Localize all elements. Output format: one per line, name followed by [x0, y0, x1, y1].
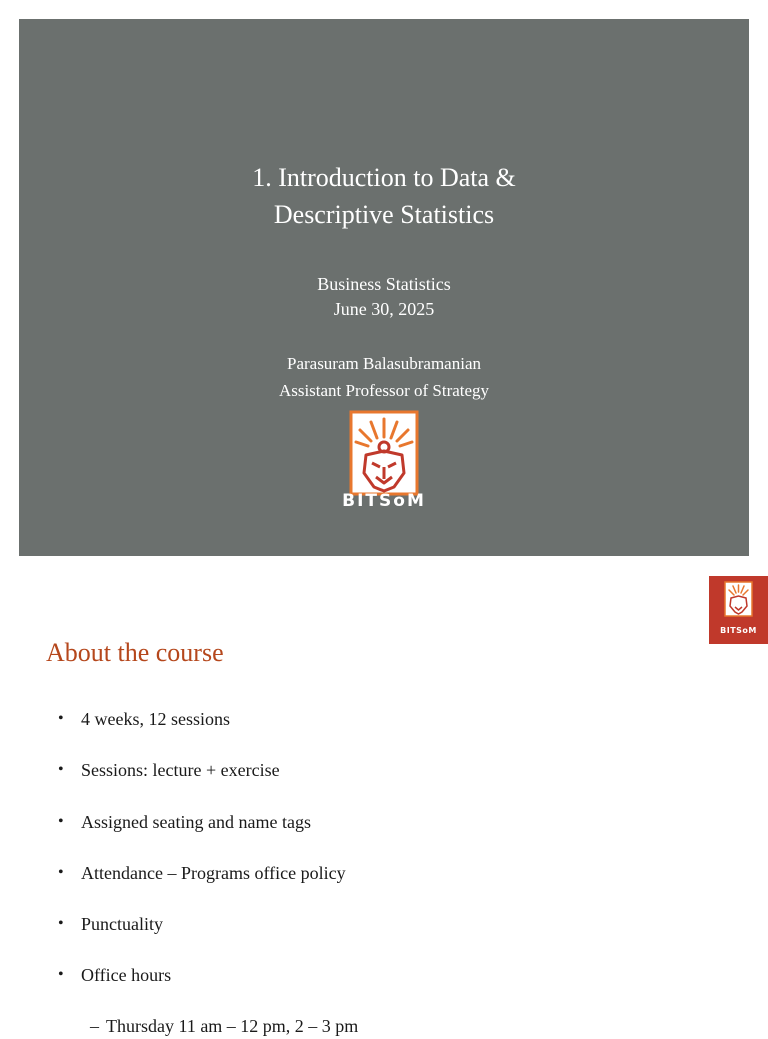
sub-bullet-dash-icon: – — [90, 1016, 99, 1036]
author-name: Parasuram Balasubramanian — [286, 354, 481, 373]
bullet-icon: • — [58, 761, 64, 779]
title-line-1: 1. Introduction to Data & — [252, 163, 516, 192]
course-name: Business Statistics — [317, 274, 451, 294]
list-item — [58, 860, 346, 911]
author-info — [19, 350, 749, 404]
list-item — [58, 911, 346, 962]
title-slide — [19, 19, 749, 556]
bullet-icon: • — [58, 812, 64, 830]
list-item — [58, 706, 346, 757]
sub-bullet-text: Thursday 11 am – 12 pm, 2 – 3 pm — [106, 1016, 359, 1036]
section-heading: About the course — [46, 638, 224, 667]
bullet-text: Attendance – Programs office policy — [81, 862, 346, 883]
bullet-icon: • — [58, 915, 64, 933]
bullet-icon: • — [58, 863, 64, 881]
title-line-2: Descriptive Statistics — [273, 200, 495, 229]
bullet-text: Assigned seating and name tags — [81, 811, 311, 832]
author-title: Assistant Professor of Strategy — [278, 381, 490, 400]
course-info — [19, 272, 749, 322]
bullet-text: Punctuality — [81, 914, 163, 935]
corner-logo-wordmark: BITSoM — [720, 626, 757, 635]
corner-logo — [709, 576, 768, 644]
logo-wordmark: BITSoM — [342, 491, 426, 511]
list-item — [58, 962, 346, 1013]
list-item — [58, 809, 346, 860]
bullet-text: Sessions: lecture + exercise — [81, 760, 280, 781]
course-date: June 30, 2025 — [333, 299, 435, 319]
list-item — [58, 757, 346, 808]
bullet-list — [58, 706, 346, 1014]
bullet-icon: • — [58, 710, 64, 727]
slide-title — [19, 159, 749, 233]
bullet-text: 4 weeks, 12 sessions — [81, 709, 230, 729]
bullet-text: Office hours — [81, 965, 172, 986]
about-course-slide — [0, 556, 768, 1036]
bullet-icon: • — [58, 966, 64, 984]
bitsom-logo — [338, 411, 430, 523]
lion-emblem-icon — [338, 411, 430, 497]
lion-emblem-small-icon — [709, 576, 768, 626]
